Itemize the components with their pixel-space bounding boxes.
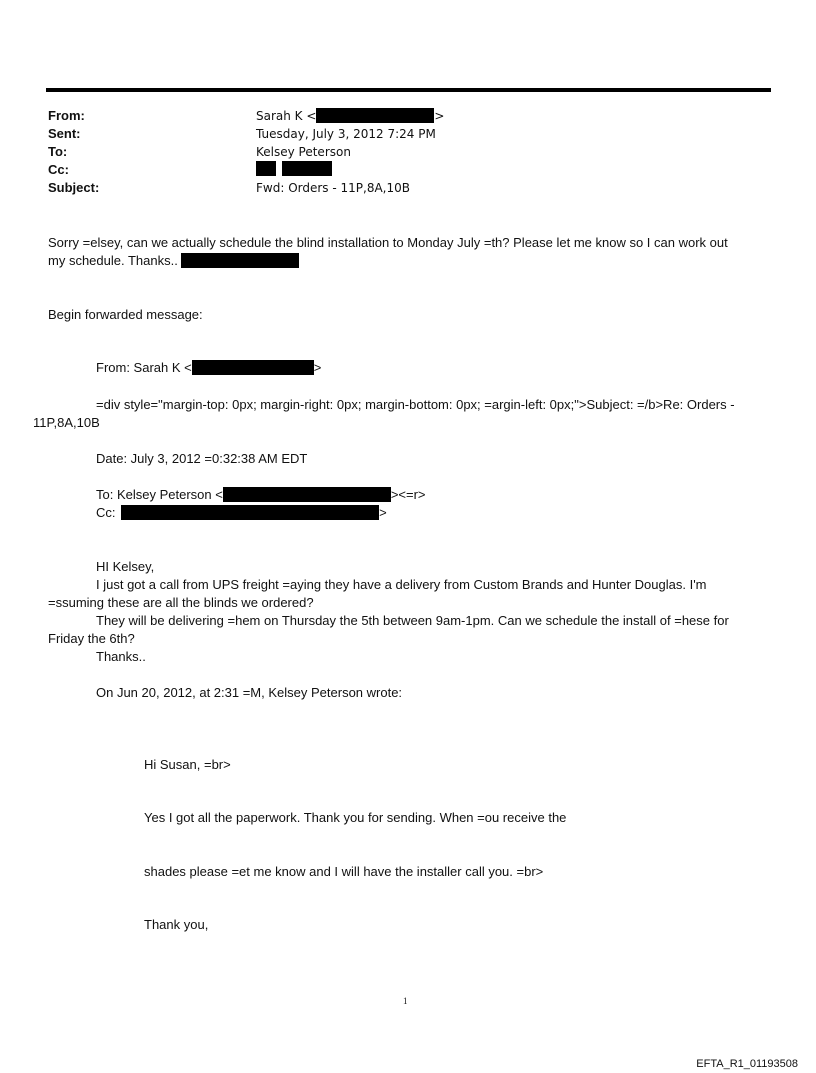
fwd-from-text: From: Sarah K < <box>96 360 192 375</box>
cc-value <box>256 161 332 178</box>
from-value <box>256 108 444 125</box>
body-line <box>48 252 299 270</box>
subject-value: Fwd: Orders - 11P,8A,10B <box>256 181 410 195</box>
cc-line-close: > <box>379 505 387 520</box>
quote-header: On Jun 20, 2012, at 2:31 =M, Kelsey Peterson wrote: <box>96 685 403 700</box>
thanks-line: Thanks.. <box>96 649 146 664</box>
to-line-close: ><=r> <box>390 487 426 502</box>
quoted-line: Yes I got all the paperwork. Thank you for sending. When =ou receive the <box>144 810 567 825</box>
cc-line-text: Cc: <box>96 505 116 520</box>
div-line: =div style="margin-top: 0px; margin-right: 0px; margin-bottom: 0px; =argin-left: 0px;">Subject: =/b>Re: Orders - <box>96 397 735 412</box>
bates-number: EFTA_R1_01193508 <box>696 1058 798 1070</box>
quoted-line: shades please =et me know and I will have the installer call you. =br> <box>144 864 544 879</box>
subject-label: Subject: <box>48 180 100 195</box>
sent-value: Tuesday, July 3, 2012 7:24 PM <box>256 127 436 141</box>
redaction-block <box>223 487 391 502</box>
redaction-block <box>121 505 379 520</box>
header-rule <box>46 88 771 92</box>
body-text: my schedule. Thanks.. <box>48 253 178 268</box>
to-line <box>96 486 426 504</box>
date-line: Date: July 3, 2012 =0:32:38 AM EDT <box>96 451 308 466</box>
sent-label: Sent: <box>48 126 81 141</box>
body-line: Sorry =elsey, can we actually schedule the blind installation to Monday July =th? Please let me know so I can work out <box>48 235 728 250</box>
to-line-text: To: Kelsey Peterson < <box>96 487 223 502</box>
paragraph-line: I just got a call from UPS freight =aying they have a delivery from Custom Brands and Hunter Douglas. I'm <box>96 577 707 592</box>
from-name: Sarah K < <box>256 109 317 123</box>
quoted-line: Thank you, <box>144 917 209 932</box>
from-label: From: <box>48 108 85 123</box>
cc-line <box>96 504 387 522</box>
redaction-block <box>256 161 276 176</box>
paragraph-line: Friday the 6th? <box>48 631 135 646</box>
fwd-from-line <box>96 359 321 377</box>
redaction-block <box>282 161 332 176</box>
redaction-block <box>181 253 299 268</box>
begin-forwarded: Begin forwarded message: <box>48 307 203 322</box>
redaction-block <box>192 360 314 375</box>
greeting: HI Kelsey, <box>96 559 155 574</box>
paragraph-line: They will be delivering =hem on Thursday the 5th between 9am-1pm. Can we schedule the install of =hese for <box>96 613 729 628</box>
cc-label: Cc: <box>48 162 69 177</box>
page-number: 1 <box>403 996 408 1006</box>
from-close: > <box>434 109 445 123</box>
redaction-block <box>316 108 434 123</box>
paragraph-line: =ssuming these are all the blinds we ordered? <box>48 595 314 610</box>
fwd-from-close: > <box>313 360 322 375</box>
to-value: Kelsey Peterson <box>256 145 351 159</box>
to-label: To: <box>48 144 68 159</box>
div-line: 11P,8A,10B <box>33 415 100 430</box>
quoted-line: Hi Susan, =br> <box>144 757 231 772</box>
